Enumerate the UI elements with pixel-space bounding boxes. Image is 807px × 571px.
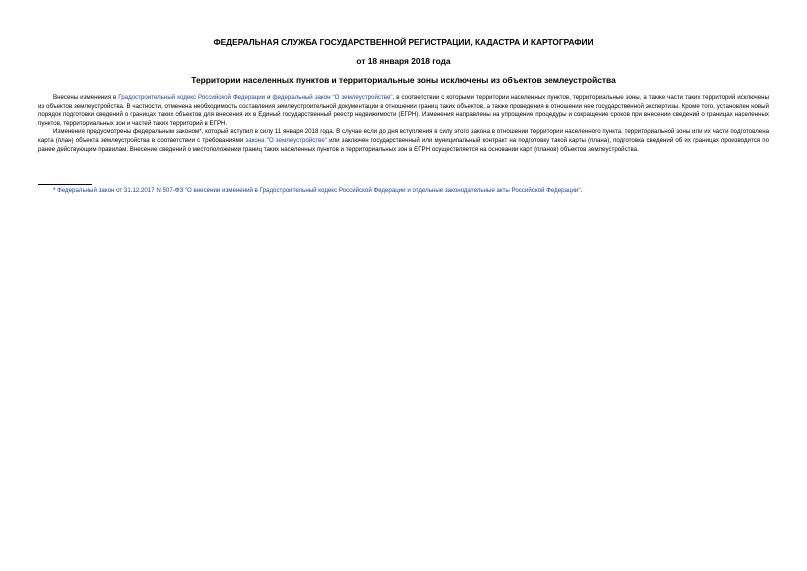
paragraph-2-text-start: Изменения предусмотрены федеральным законом*, который вступил в силу 11 января 2018 года. В случае если до дня вступления в силу этого закона в отношении территории населенного пункта, территориальной зоны или их части подготовлена карта (план) объекта землеустройства в соответствии с требованиями bbox=[38, 128, 769, 144]
urban-planning-code-link[interactable]: Градостроительный кодекс Российской Федерации bbox=[118, 94, 266, 101]
footnote bbox=[38, 187, 769, 196]
footnote-divider bbox=[38, 184, 92, 185]
document-date: от 18 января 2018 года bbox=[356, 56, 451, 66]
paragraph-2-text-end: или заключен государственный или муниципальный контракт на подготовку такой карты (плана), подготовка сведений об их границах производится по ранее действующим правилам. Внесение сведений о местоположении границ таких населенных пунктов и территориальных зон в ЕГРН осуществляется на основании карт (планов) объектов землеустройства. bbox=[38, 136, 769, 153]
paragraph-1-text-start: Внесены изменения в bbox=[53, 94, 119, 101]
federal-law-507-link[interactable]: Федеральный закон от 31.12.2017 N 507-ФЗ "О внесении изменений в Градостроительный кодекс Российской Федерации и отдельные законодательные акты Российской Федерации" bbox=[57, 187, 581, 194]
footnote-end: . bbox=[580, 187, 583, 194]
paragraph-2 bbox=[38, 128, 769, 154]
document-body bbox=[38, 94, 769, 154]
paragraph-1-conjunction: и bbox=[265, 94, 273, 101]
document-title: Территории населенных пунктов и территориальные зоны исключены из объектов землеустройства bbox=[191, 75, 616, 85]
footnote-marker: * bbox=[53, 187, 58, 194]
land-management-law-link-2[interactable]: закона "О землеустройстве" bbox=[245, 136, 327, 144]
land-management-law-link[interactable]: федеральный закон "О землеустройстве" bbox=[272, 94, 393, 101]
paragraph-1 bbox=[38, 94, 769, 128]
paragraph-1-text-end: , в соответствии с которыми территории населенных пунктов, территориальные зоны, а также части таких территорий исключены из объектов землеустройства. В частности, отменена необходимость составления землеустроительной документации в отношении границ таких объектов, а также проведения в отношении нее государственной экспертизы. Кроме того, установлен новый порядок подготовки сведений о границах таких объектов для внесения их в Единый государственный реестр недвижимости (ЕГРН). Изменения направлены на упрощение процедуры и сокращение сроков при внесении сведений о границах населенных пунктов, территориальных зон и частей таких территорий в ЕГРН. bbox=[38, 94, 769, 127]
agency-name: ФЕДЕРАЛЬНАЯ СЛУЖБА ГОСУДАРСТВЕННОЙ РЕГИСТРАЦИИ, КАДАСТРА И КАРТОГРАФИИ bbox=[213, 37, 594, 47]
